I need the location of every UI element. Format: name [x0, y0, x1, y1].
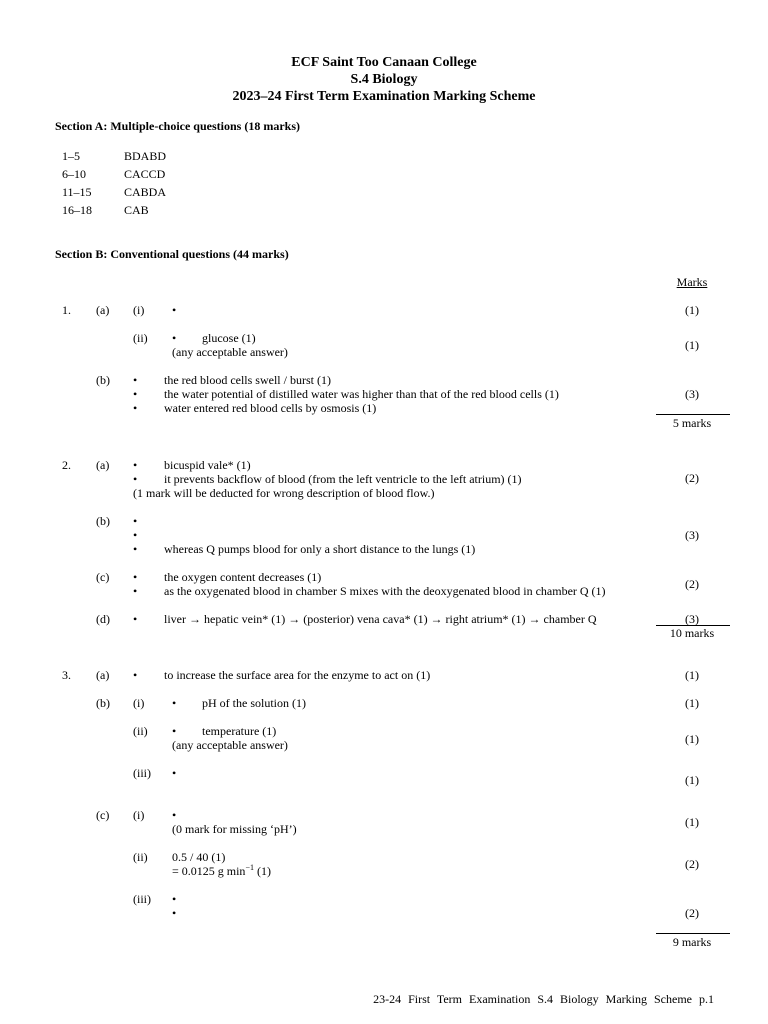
- total-rule: [656, 414, 730, 415]
- subject-title: S.4 Biology: [350, 72, 418, 87]
- subpart-label: (iii): [133, 766, 151, 780]
- mc-range: 16–18: [62, 203, 92, 217]
- answer-text: water entered red blood cells by osmosis (1): [164, 401, 377, 415]
- mc-range: 11–15: [62, 185, 92, 199]
- part-label: (b): [96, 373, 110, 387]
- section-a-heading: Section A: Multiple-choice questions (18 marks): [55, 119, 300, 133]
- bullet: •: [133, 514, 138, 528]
- answer-note: (any acceptable answer): [172, 345, 288, 359]
- bullet: •: [172, 331, 177, 345]
- mc-answers: BDABD: [124, 149, 167, 163]
- part-label: (d): [96, 612, 110, 626]
- subpart-label: (i): [133, 303, 145, 317]
- bullet: •: [133, 584, 138, 598]
- section-b-heading: Section B: Conventional questions (44 marks): [55, 247, 289, 261]
- bullet: •: [172, 892, 177, 906]
- bullet: •: [172, 696, 177, 710]
- bullet: •: [172, 808, 177, 822]
- result-mark: (1): [253, 864, 271, 878]
- answer-text: the red blood cells swell / burst (1): [164, 373, 331, 387]
- mark-value: (1): [685, 732, 699, 746]
- part-label: (b): [96, 696, 110, 710]
- question-number: 2.: [62, 458, 71, 472]
- mark-value: (1): [685, 338, 699, 352]
- bullet: •: [172, 303, 177, 317]
- marks-column-header: Marks: [676, 275, 708, 289]
- mark-value: (2): [685, 577, 699, 591]
- mark-value: (1): [685, 696, 699, 710]
- mc-answers: CAB: [124, 203, 149, 217]
- bullet: •: [133, 373, 138, 387]
- subpart-label: (i): [133, 696, 145, 710]
- subpart-label: (ii): [133, 724, 148, 738]
- mark-value: (1): [685, 773, 699, 787]
- mark-value: (1): [685, 815, 699, 829]
- answer-text: the oxygen content decreases (1): [164, 570, 322, 584]
- mark-value: (2): [685, 906, 699, 920]
- answer-text: pH of the solution (1): [202, 696, 306, 710]
- answer-text: temperature (1): [202, 724, 277, 738]
- bullet: •: [133, 570, 138, 584]
- answer-text: whereas Q pumps blood for only a short distance to the lungs (1): [164, 542, 476, 556]
- answer-text: glucose (1): [202, 331, 256, 345]
- question-number: 3.: [62, 668, 71, 682]
- answer-text: to increase the surface area for the enzyme to act on (1): [164, 668, 431, 682]
- mark-value: (2): [685, 857, 699, 871]
- part-label: (a): [96, 303, 110, 317]
- part-label: (a): [96, 458, 110, 472]
- answer-text: it prevents backflow of blood (from the left ventricle to the left atrium) (1): [164, 472, 522, 486]
- answer-text: the water potential of distilled water was higher than that of the red blood cells (1): [164, 387, 559, 401]
- bullet: •: [172, 724, 177, 738]
- calculation-line: 0.5 / 40 (1): [172, 850, 226, 864]
- question-total: 10 marks: [669, 626, 715, 640]
- bullet: •: [133, 472, 138, 486]
- mark-value: (3): [685, 387, 699, 401]
- mc-answers: CACCD: [124, 167, 166, 181]
- part-label: (c): [96, 808, 110, 822]
- mc-range: 1–5: [62, 149, 80, 163]
- subpart-label: (ii): [133, 850, 148, 864]
- mark-value: (3): [685, 612, 699, 626]
- mc-answers: CABDA: [124, 185, 167, 199]
- total-rule: [656, 933, 730, 934]
- mark-value: (1): [685, 303, 699, 317]
- answer-note: (any acceptable answer): [172, 738, 288, 752]
- mark-value: (3): [685, 528, 699, 542]
- bullet: •: [133, 612, 138, 626]
- subpart-label: (iii): [133, 892, 151, 906]
- answer-text: liver → hepatic vein* (1) → (posterior) vena cava* (1) → right atrium* (1) → chamber Q: [164, 612, 597, 626]
- part-label: (a): [96, 668, 110, 682]
- part-label: (b): [96, 514, 110, 528]
- page-footer: 23-24 First Term Examination S.4 Biology Marking Scheme p.1: [373, 992, 714, 1006]
- answer-text: bicuspid vale* (1): [164, 458, 251, 472]
- mark-value: (1): [685, 668, 699, 682]
- part-label: (c): [96, 570, 110, 584]
- result-value: = 0.0125 g min: [172, 864, 246, 878]
- answer-note: (1 mark will be deducted for wrong description of blood flow.): [133, 486, 435, 500]
- answer-text: as the oxygenated blood in chamber S mixes with the deoxygenated blood in chamber Q (1): [164, 584, 606, 598]
- subpart-label: (ii): [133, 331, 148, 345]
- bullet: •: [133, 542, 138, 556]
- unit-exponent: −1: [245, 863, 254, 872]
- bullet: •: [133, 458, 138, 472]
- exam-title: 2023–24 First Term Examination Marking Scheme: [232, 89, 536, 104]
- school-name: ECF Saint Too Canaan College: [291, 55, 477, 70]
- mark-value: (2): [685, 471, 699, 485]
- subpart-label: (i): [133, 808, 145, 822]
- question-number: 1.: [62, 303, 71, 317]
- bullet: •: [133, 528, 138, 542]
- bullet: •: [133, 401, 138, 415]
- answer-note: (0 mark for missing ‘pH’): [172, 822, 297, 836]
- bullet: •: [172, 906, 177, 920]
- bullet: •: [133, 668, 138, 682]
- bullet: •: [172, 766, 177, 780]
- calculation-result: [172, 864, 271, 878]
- bullet: •: [133, 387, 138, 401]
- question-total: 9 marks: [672, 935, 712, 949]
- mc-range: 6–10: [62, 167, 86, 181]
- question-total: 5 marks: [672, 416, 712, 430]
